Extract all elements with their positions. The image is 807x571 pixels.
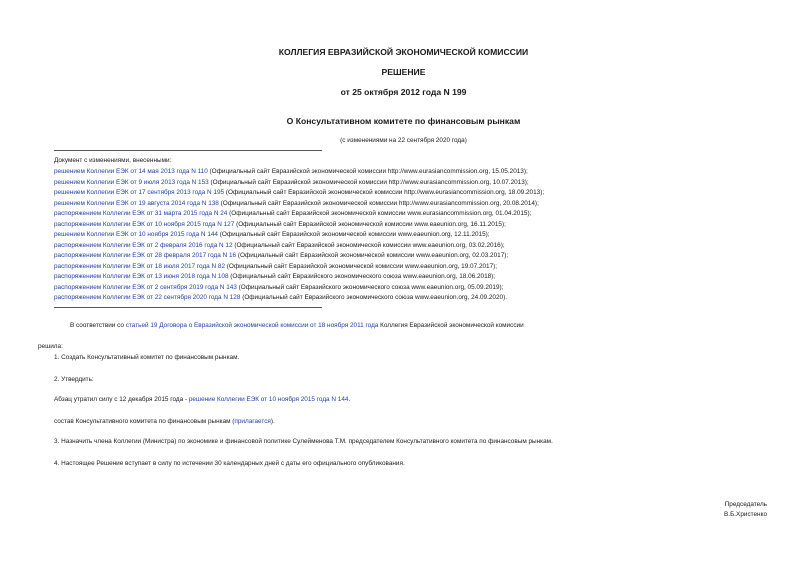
change-entry-source: (Официальный сайт Евразийской экономической комиссии www.eaeunion.org, 16.11.2015);	[234, 220, 506, 228]
item-4: 4. Настоящее Решение вступает в силу по истечении 30 календарных дней с даты его официального опубликования.	[54, 460, 405, 467]
composition-text-b: ).	[270, 418, 275, 425]
change-entry-link[interactable]: решением Коллегии ЕЭК от 17 сентября 2013 года N 195	[54, 189, 225, 196]
paragraph-basis	[70, 322, 524, 330]
rule-bottom	[54, 307, 322, 308]
change-entry-link[interactable]: распоряжением Коллегии ЕЭК от 2 сентября 2019 года N 143	[54, 283, 237, 291]
change-entry-link[interactable]: решением Коллегии ЕЭК от 9 июля 2013 года N 153	[54, 178, 209, 186]
paragraph-composition	[54, 418, 275, 426]
change-entry-link[interactable]: распоряжением Коллегии ЕЭК от 31 марта 2015 года N 24	[54, 210, 228, 217]
org-heading: КОЛЛЕГИЯ ЕВРАЗИЙСКОЙ ЭКОНОМИЧЕСКОЙ КОМИССИИ	[278, 47, 529, 57]
decision-144-link[interactable]: решение Коллегии ЕЭК от 10 ноября 2015 года N 144	[188, 396, 349, 403]
signature-name: В.Б.Христенко	[724, 511, 767, 518]
change-entry-link[interactable]: решением Коллегии ЕЭК от 19 августа 2014 года N 138	[54, 199, 219, 207]
change-entry-link[interactable]: решением Коллегии ЕЭК от 14 мая 2013 года N 110	[54, 168, 208, 175]
change-entry-source: (Официальный сайт Евразийской экономической комиссии www.eurasiancommission.org, 01.04.2015);	[227, 210, 532, 217]
change-entry-source: (Официальный сайт Евразийской экономической комиссии www.eaeunion.org, 02.03.2017);	[236, 252, 509, 259]
amendment-note: (с изменениями на 22 сентября 2020 года)	[340, 137, 467, 144]
change-entry	[54, 252, 508, 260]
change-entry	[54, 294, 507, 302]
basis-text-b: Коллегия Евразийской экономической комиссии	[378, 322, 524, 329]
change-entry	[54, 284, 503, 292]
rule-top	[54, 150, 322, 151]
change-entry-link[interactable]: распоряжением Коллегии ЕЭК от 2 февраля 2016 года N 12	[54, 241, 233, 249]
item-3: 3. Назначить члена Коллегии (Министра) по экономике и финансовой политике Сулейменова Т.М. председателем Консультативного комитета по финансовым рынкам.	[54, 438, 553, 445]
doc-title: О Консультативном комитете по финансовым рынкам	[286, 116, 521, 126]
change-entry	[54, 273, 495, 281]
change-entry-link[interactable]: распоряжением Коллегии ЕЭК от 28 февраля 2017 года N 16	[54, 252, 237, 259]
change-entry-link[interactable]: распоряжением Коллегии ЕЭК от 18 июля 2017 года N 82	[54, 262, 226, 270]
change-entry	[54, 263, 497, 271]
composition-text-a: состав Консультативного комитета по финансовым рынкам (	[54, 418, 235, 425]
paragraph-lost-force	[54, 396, 350, 404]
change-entry	[54, 200, 539, 208]
change-entry	[54, 168, 528, 176]
change-entry	[54, 189, 544, 197]
change-entry	[54, 210, 531, 218]
change-entry	[54, 231, 490, 239]
change-entry-source: (Официальный сайт Евразийской экономической комиссии http://www.eurasiancommission.org, 10.07.2013);	[208, 178, 529, 186]
change-entry-source: (Официальный сайт Евразийской экономической комиссии http://www.eurasiancommission.org, 15.05.2013);	[207, 168, 528, 175]
change-entry-source: (Официальный сайт Евразийского экономического союза www.eaeunion.org, 18.06.2018);	[228, 273, 496, 280]
change-entry-link[interactable]: распоряжением Коллегии ЕЭК от 10 ноября 2015 года N 127	[54, 220, 235, 228]
lost-text-b: .	[348, 396, 351, 403]
resolved-label: решила:	[38, 343, 63, 350]
change-entry-link[interactable]: распоряжением Коллегии ЕЭК от 13 июня 2018 года N 108	[54, 273, 229, 280]
item-1: 1. Создать Консультативный комитет по финансовым рынкам.	[54, 354, 240, 361]
change-entry	[54, 221, 506, 229]
change-entry-source: (Официальный сайт Евразийской экономической комиссии http://www.eurasiancommission.org, 18.09.2013);	[224, 189, 545, 196]
doc-type: РЕШЕНИЕ	[381, 67, 426, 77]
basis-text-a: В соответствии со	[70, 322, 126, 329]
change-entry-link[interactable]: распоряжением Коллегии ЕЭК от 22 сентября 2020 года N 128	[54, 294, 241, 301]
change-entry-source: (Официальный сайт Евразийской экономической комиссии www.eaeunion.org, 12.11.2015);	[218, 231, 490, 238]
doc-date: от 25 октября 2012 года N 199	[340, 87, 467, 97]
change-entry-source: (Официальный сайт Евразийской экономической комиссии http://www.eurasiancommission.org, 20.08.2014);	[218, 199, 539, 207]
lost-text-a: Абзац утратил силу с 12 декабря 2015 года -	[54, 396, 189, 403]
change-entry	[54, 179, 529, 187]
treaty-article-link[interactable]: статьей 19 Договора о Евразийской экономической комиссии от 18 ноября 2011 года	[125, 322, 379, 329]
change-entry-source: (Официальный сайт Евразийского экономического союза www.eaeunion.org, 05.09.2019);	[236, 283, 504, 291]
change-entry-source: (Официальный сайт Евразийской экономической комиссии www.eaeunion.org, 03.02.2016);	[232, 241, 505, 249]
change-entry-link[interactable]: решением Коллегии ЕЭК от 10 ноября 2015 года N 144	[54, 231, 218, 238]
signature-role: Председатель	[724, 501, 767, 508]
change-entry	[54, 242, 505, 250]
change-entry-source: (Официальный сайт Евразийского экономического союза www.eaeunion.org, 24.09.2020).	[240, 294, 507, 301]
attachment-link[interactable]: прилагается	[234, 418, 271, 425]
changes-intro: Документ с изменениями, внесенными:	[54, 157, 172, 164]
item-2: 2. Утвердить:	[54, 376, 94, 383]
change-entry-source: (Официальный сайт Евразийской экономической комиссии www.eaeunion.org, 19.07.2017);	[225, 262, 498, 270]
